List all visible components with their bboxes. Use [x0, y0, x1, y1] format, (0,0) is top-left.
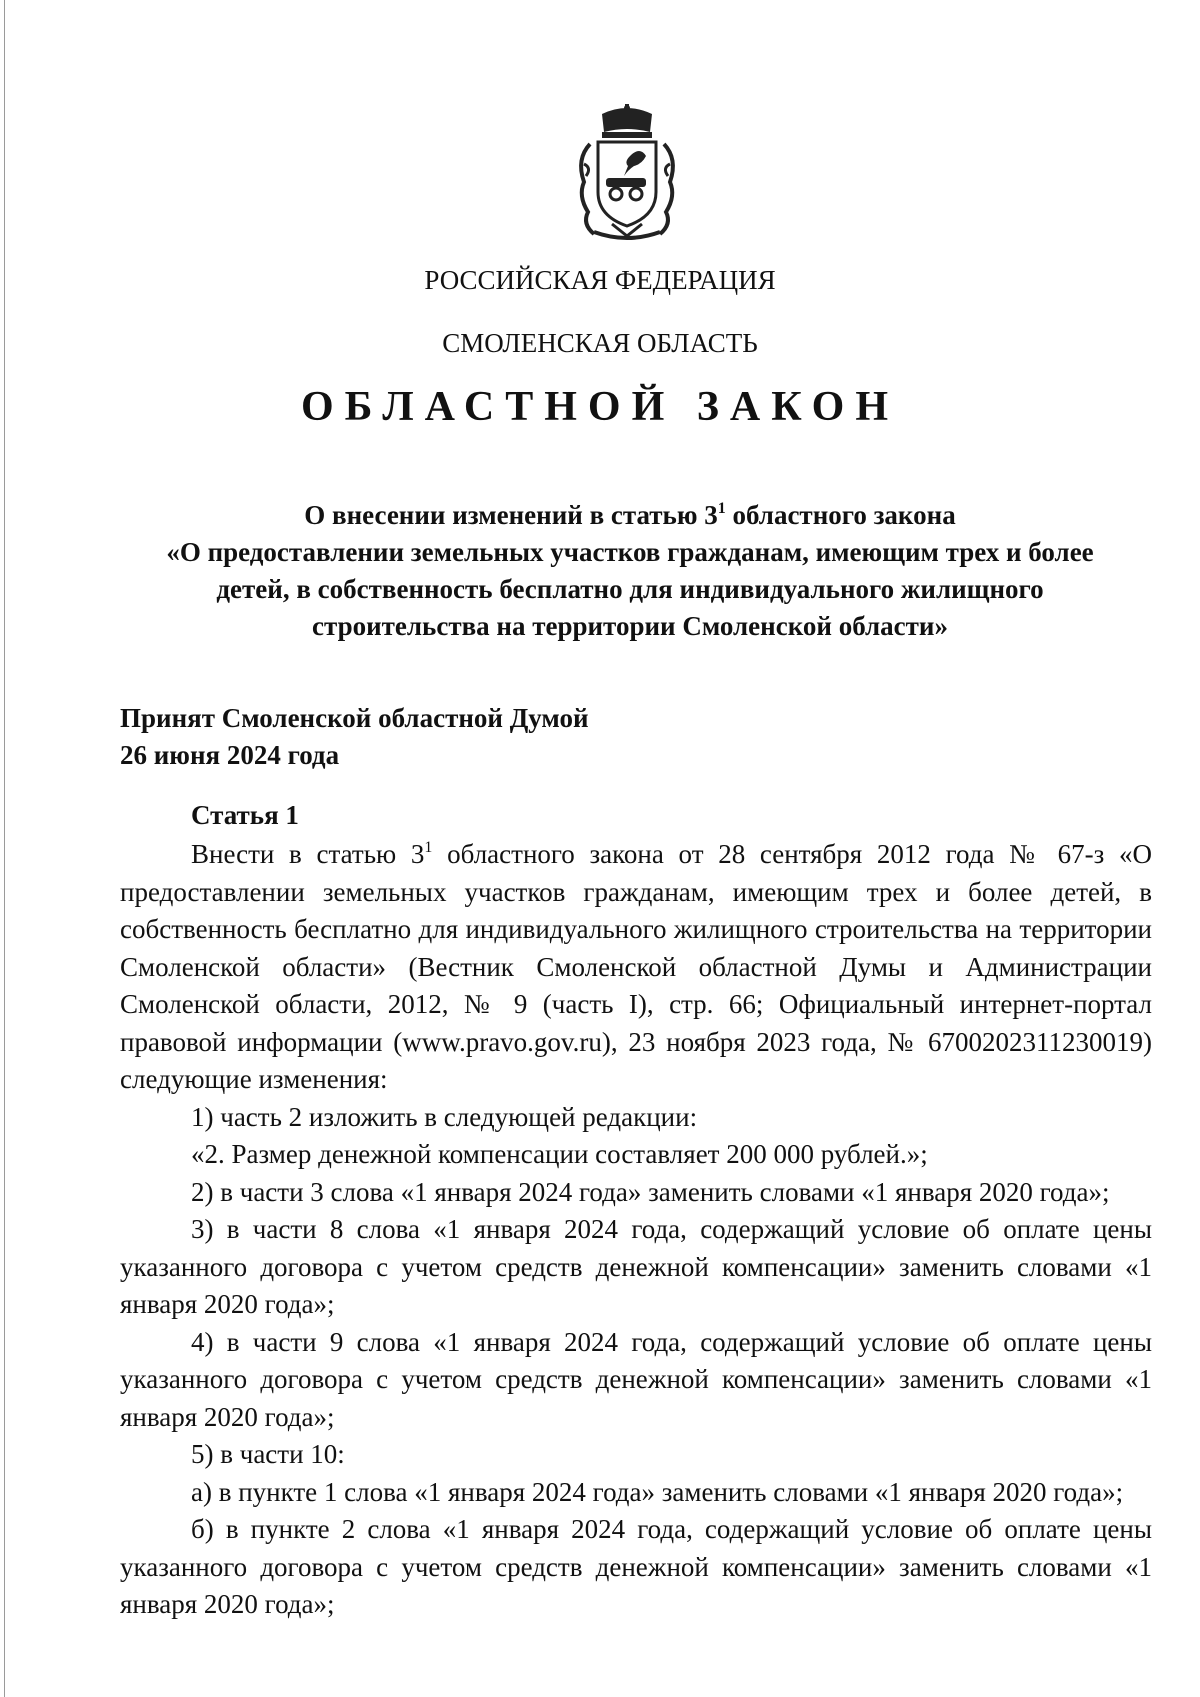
- law-title-line-1: О внесении изменений в статью $3^1$ областного закона: [304, 500, 956, 530]
- law-title-line-2: «О предоставлении земельных участков гражданам, имеющим трех и более: [166, 537, 1094, 567]
- title-superscript: 1: [717, 500, 726, 517]
- article-item: 3) в части 8 слова «1 января 2024 года, содержащий условие об оплате цены указанного договора с учетом средств денежной компенсации» заменить словами «1 января 2020 года»;: [120, 1214, 1152, 1319]
- article-item: «2. Размер денежной компенсации составляет 200 000 рублей.»;: [191, 1139, 928, 1169]
- law-title: [130, 497, 1130, 645]
- region-name: СМОЛЕНСКАЯ ОБЛАСТЬ: [442, 328, 758, 358]
- intro-superscript: 1: [424, 839, 433, 856]
- article-intro: Внести в статью $3^1$ областного закона от 28 сентября 2012 года № 67-з «О предоставлении земельных участков гражданам, имеющим трех и более детей, в собственность бесплатно для индивидуального жилищного строительства на территории Смоленской области» (Вестник Смоленской областной Думы и Администрации Смоленской области, 2012, № 9 (часть I), стр. 66; Официальный интернет-портал правовой информации (www.pravo.gov.ru), 23 ноября 2023 года, № 6700202311230019) следующие изменения:: [120, 839, 1152, 1094]
- smolensk-coat-of-arms-icon: [572, 104, 682, 244]
- article-heading: Статья 1: [191, 800, 299, 830]
- article-item: 4) в части 9 слова «1 января 2024 года, содержащий условие об оплате цены указанного договора с учетом средств денежной компенсации» заменить словами «1 января 2020 года»;: [120, 1326, 1152, 1432]
- article-body: [120, 836, 1152, 1624]
- document-type: ОБЛАСТНОЙ ЗАКОН: [300, 384, 900, 430]
- adopted-by: Принят Смоленской областной Думой: [120, 703, 589, 733]
- law-title-line-4: строительства на территории Смоленской области»: [312, 611, 948, 641]
- article-item: а) в пункте 1 слова «1 января 2024 года» заменить словами «1 января 2020 года»;: [191, 1476, 1124, 1507]
- article-item: б) в пункте 2 слова «1 января 2024 года, содержащий условие об оплате цены указанного договора с учетом средств денежной компенсации» заменить словами «1 января 2020 года»;: [120, 1514, 1152, 1619]
- scan-edge-line: [4, 0, 5, 1697]
- article-item: 2) в части 3 слова «1 января 2024 года» заменить словами «1 января 2020 года»;: [191, 1176, 1110, 1207]
- adoption-info: [120, 700, 589, 774]
- adoption-date: 26 июня 2024 года: [120, 740, 340, 770]
- country-name: РОССИЙСКАЯ ФЕДЕРАЦИЯ: [424, 265, 776, 295]
- article-item: 1) часть 2 изложить в следующей редакции:: [191, 1101, 698, 1132]
- law-title-line-3: детей, в собственность бесплатно для индивидуального жилищного: [216, 574, 1044, 604]
- article-item: 5) в части 10:: [191, 1439, 345, 1469]
